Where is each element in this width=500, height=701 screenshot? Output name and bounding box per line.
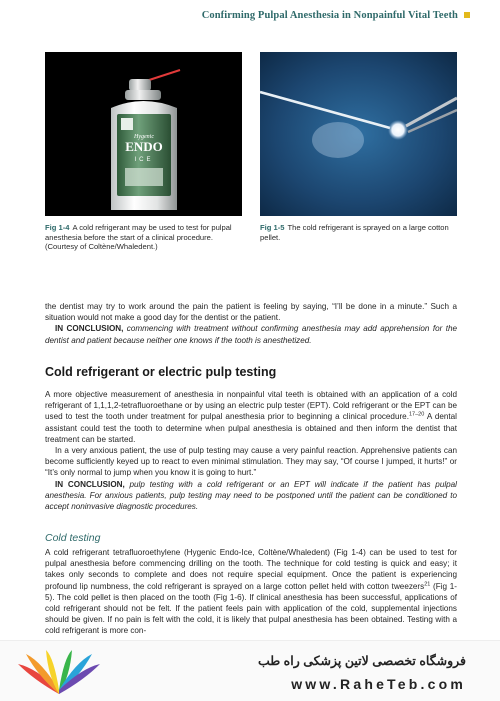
body-block-3 [45,547,457,637]
accent-square [464,12,470,18]
book-logo-icon [14,650,104,701]
site-name: فروشگاه تخصصی لاتین پزشکی راه طب [257,654,466,668]
running-title: Confirming Pulpal Anesthesia in Nonpainful Vital Teeth [201,9,458,21]
figure-1-5-number: Fig 1-5 [260,223,285,232]
paragraph-text: A cold refrigerant tetrafluoroethylene (Hygenic Endo-Ice, Coltène/Whaledent) (Fig 1-4) can be used to test for pulpal anesthesia before commencing drilling on the tooth. The technique for cold testing is quick and easy; it takes only seconds to complete and does not require special equipment. Once the patient is experiencing profound lip numbness, the cold refrigerant is sprayed on a large cotton pellet held with cotton tweezers [45,548,457,591]
paragraph: the dentist may try to work around the pain the patient is feeling by saying, “I’ll be done in a minute.” Such a situation would not make a good day for the dentist or the patient. [45,302,457,323]
figure-1-5-image [260,52,457,216]
figure-1-5-caption [260,223,460,242]
conclusion-paragraph [45,479,457,513]
body-block-2 [45,389,457,512]
figure-1-4-caption [45,223,245,252]
reference-superscript: 17–20 [408,411,425,418]
paragraph [45,547,457,637]
section-heading: Cold refrigerant or electric pulp testing [45,365,277,379]
paragraph: In a very anxious patient, the use of pulp testing may cause a very painful reaction. Apprehensive patients can become sufficiently keyed up to react to even minimal stimulation. They may say, “Of course I jumped, it hurts!” or “It’s only normal to jump when you know it is going to hurt.” [45,446,457,478]
can-label-sub: ICE [134,157,154,163]
subsection-heading: Cold testing [45,532,101,544]
can-label-top: Hygenic [134,134,154,140]
body-block-1 [45,301,457,346]
figure-1-4-number: Fig 1-4 [45,223,70,232]
conclusion-paragraph [45,323,457,345]
paragraph-text: A more objective measurement of anesthesia in nonpainful vital teeth is obtained with an application of a cold refrigerant of 1,1,1,2-tetrafluoroethane or by using an electric pulp tester (EPT). Cold refrigerant or the EPT can be used to test the tooth under treatment for pulpal anesthesia prior to beginning a clinical procedure. [45,390,457,422]
running-head [0,6,500,24]
paragraph [45,389,457,445]
paragraph-text: A dental assistant could test the tooth to determine when pulpal anesthesia is obtained and then inform the dentist that treatment can be started. [45,412,457,444]
paragraph-text: (Fig 1-5). The cold pellet is then placed on the tooth (Fig 1-6). If clinical anesthesia has been successful, applications of cold refrigerant should not be felt. If the patient feels pain with application of the cold, supplemental injections should be given. If no pain is felt with the cold, it is likely that pulpal anesthesia has been obtained. Testing with a cold refrigerant is more con- [45,581,457,636]
figure-1-5-caption-text: The cold refrigerant is sprayed on a large cotton pellet. [260,223,449,242]
conclusion-lead: IN CONCLUSION, [55,479,125,489]
reference-superscript: 21 [424,580,431,587]
conclusion-text: pulp testing with a cold refrigerant or an EPT will indicate if the patient has pulpal anesthesia. For anxious patients, pulp testing may need to be postponed until the patient can be conditioned to accept noninvasive diagnostic procedures. [45,479,457,512]
figure-1-4-image [45,52,242,216]
site-url[interactable]: www.RaheTeb.com [291,676,466,692]
conclusion-text: commencing with treatment without confirming anesthesia may add apprehension for the dentist and patient because neither one knows if the tooth is anesthetized. [45,324,458,345]
conclusion-lead: IN CONCLUSION, [55,324,124,334]
figure-1-4-caption-text: A cold refrigerant may be used to test for pulpal anesthesia before the start of a clinical procedure. (Courtesy of Coltène/Whaledent.) [45,223,232,252]
can-label-main: ENDO [125,139,163,154]
